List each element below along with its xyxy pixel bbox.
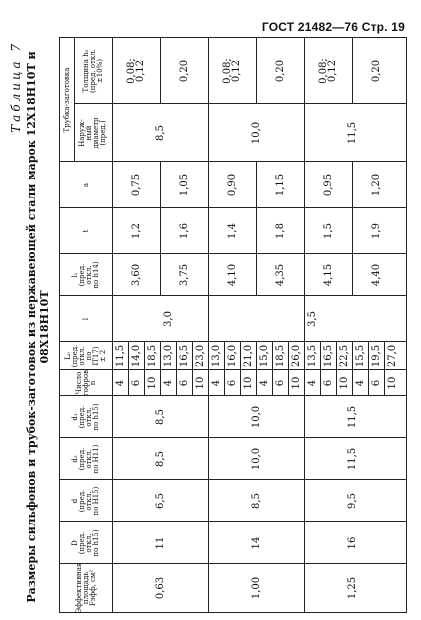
cell-t: 1,9 <box>370 223 382 239</box>
cell-n: 10 <box>194 376 206 390</box>
cell-n: 10 <box>338 376 350 390</box>
cell-n: 4 <box>258 379 270 387</box>
cell-feff: 0,63 <box>154 576 166 600</box>
cell-n: 6 <box>130 379 142 387</box>
cell-n: 6 <box>370 379 382 387</box>
header-t: t <box>81 229 90 233</box>
cell-a: 1,20 <box>370 173 382 197</box>
cell-a: 0,75 <box>130 173 142 197</box>
cell-d2: 11,5 <box>346 447 358 471</box>
cell-l1: 3,60 <box>130 263 142 287</box>
cell-thickness: 0,08; 0,12 <box>126 58 146 84</box>
cell-n: 6 <box>322 379 334 387</box>
rotated-table-page <box>7 37 413 617</box>
cell-t: 1,5 <box>322 223 334 239</box>
header-l: l <box>81 317 90 321</box>
tube-header-divider <box>74 38 75 162</box>
cell-a: 1,15 <box>274 173 286 197</box>
cell-l1: 4,15 <box>322 263 334 287</box>
header-D: D (пред. откл. по h15) <box>71 529 100 557</box>
cell-d: 9,5 <box>346 493 358 509</box>
cell-l: 3,5 <box>306 311 318 327</box>
cell-n: 10 <box>242 376 254 390</box>
cell-thickness: 0,08; 0,12 <box>222 58 242 84</box>
cell-L0: 19,5 <box>370 344 382 368</box>
cell-L0: 23,0 <box>194 344 206 368</box>
cell-outer-diameter: 8,5 <box>154 125 166 141</box>
cell-D: 11 <box>154 536 166 550</box>
cell-L0: 16,0 <box>226 344 238 368</box>
cell-L0: 18,5 <box>274 344 286 368</box>
cell-n: 10 <box>146 376 158 390</box>
cell-n: 6 <box>274 379 286 387</box>
header-n: Число гофров n <box>74 370 97 396</box>
cell-l1: 3,75 <box>178 263 190 287</box>
cell-n: 10 <box>290 376 302 390</box>
cell-L0: 27,0 <box>386 344 398 368</box>
table-title: Размеры сильфонов и трубок-заготовок из нержавеющей стали марок 12Х18Н10Т и 08Х18Н10Т <box>25 51 51 603</box>
cell-a: 0,95 <box>322 173 334 197</box>
cell-n: 6 <box>178 379 190 387</box>
cell-thickness: 0,08; 0,12 <box>318 58 338 84</box>
cell-d: 8,5 <box>250 493 262 509</box>
cell-d: 6,5 <box>154 493 166 509</box>
cell-L0: 13,0 <box>162 344 174 368</box>
header-d1: d₁ (пред. откл. по h15) <box>71 403 100 431</box>
cell-l: 3,0 <box>162 311 174 327</box>
cell-d1: 10,0 <box>250 405 262 429</box>
cell-t: 1,8 <box>274 223 286 239</box>
page-header: ГОСТ 21482—76 Стр. 19 <box>261 20 405 34</box>
cell-n: 4 <box>306 379 318 387</box>
cell-thickness: 0,20 <box>178 59 190 83</box>
cell-n: 4 <box>354 379 366 387</box>
header-outer-diameter: Наруж- ный диаметр (пред.) <box>78 117 107 149</box>
header-tube: Трубка-заготовка <box>62 67 71 133</box>
cell-l1: 4,10 <box>226 263 238 287</box>
cell-D: 14 <box>250 536 262 550</box>
cell-L0: 16,5 <box>178 344 190 368</box>
header-l1: l₁ (пред. откл. по h14) <box>71 261 100 289</box>
cell-d1: 8,5 <box>154 409 166 425</box>
header-thickness: Толщина h₀ (пред. откл. ±10%) <box>81 49 104 93</box>
header-feff: Эффективная площадь Fэфф, см² <box>74 562 97 614</box>
cell-n: 4 <box>210 379 222 387</box>
cell-n: 10 <box>386 376 398 390</box>
cell-t: 1,4 <box>226 223 238 239</box>
cell-D: 16 <box>346 536 358 550</box>
cell-L0: 21,0 <box>242 344 254 368</box>
cell-t: 1,6 <box>178 223 190 239</box>
cell-L0: 18,5 <box>146 344 158 368</box>
cell-a: 0,90 <box>226 173 238 197</box>
cell-n: 6 <box>226 379 238 387</box>
cell-l1: 4,35 <box>274 263 286 287</box>
cell-n: 4 <box>114 379 126 387</box>
header-d2: d₂ (пред. откл. по Н11) <box>71 444 100 474</box>
cell-outer-diameter: 11,5 <box>346 121 358 145</box>
cell-thickness: 0,20 <box>274 59 286 83</box>
cell-a: 1,05 <box>178 173 190 197</box>
cell-t: 1,2 <box>130 223 142 239</box>
cell-l1: 4,40 <box>370 263 382 287</box>
cell-L0: 16,5 <box>322 344 334 368</box>
header-d: d (пред. откл. по Н15) <box>71 486 100 516</box>
cell-L0: 26,0 <box>290 344 302 368</box>
cell-L0: 14,0 <box>130 344 142 368</box>
cell-thickness: 0,20 <box>370 59 382 83</box>
cell-L0: 11,5 <box>114 344 126 368</box>
header-a: a <box>81 182 90 188</box>
header-L0: L₀ (пред. откл. по IT17) ± 2 <box>64 344 107 368</box>
cell-outer-diameter: 10,0 <box>250 121 262 145</box>
cell-L0: 13,5 <box>306 344 318 368</box>
dimensions-table <box>59 37 407 613</box>
cell-d2: 10,0 <box>250 447 262 471</box>
cell-feff: 1,00 <box>250 576 262 600</box>
cell-L0: 15,0 <box>258 344 270 368</box>
cell-d1: 11,5 <box>346 405 358 429</box>
table-label: Таблица 7 <box>9 41 23 133</box>
cell-L0: 15,5 <box>354 344 366 368</box>
cell-L0: 13,0 <box>210 344 222 368</box>
cell-feff: 1,25 <box>346 576 358 600</box>
cell-n: 4 <box>162 379 174 387</box>
cell-L0: 22,5 <box>338 344 350 368</box>
cell-d2: 8,5 <box>154 451 166 467</box>
